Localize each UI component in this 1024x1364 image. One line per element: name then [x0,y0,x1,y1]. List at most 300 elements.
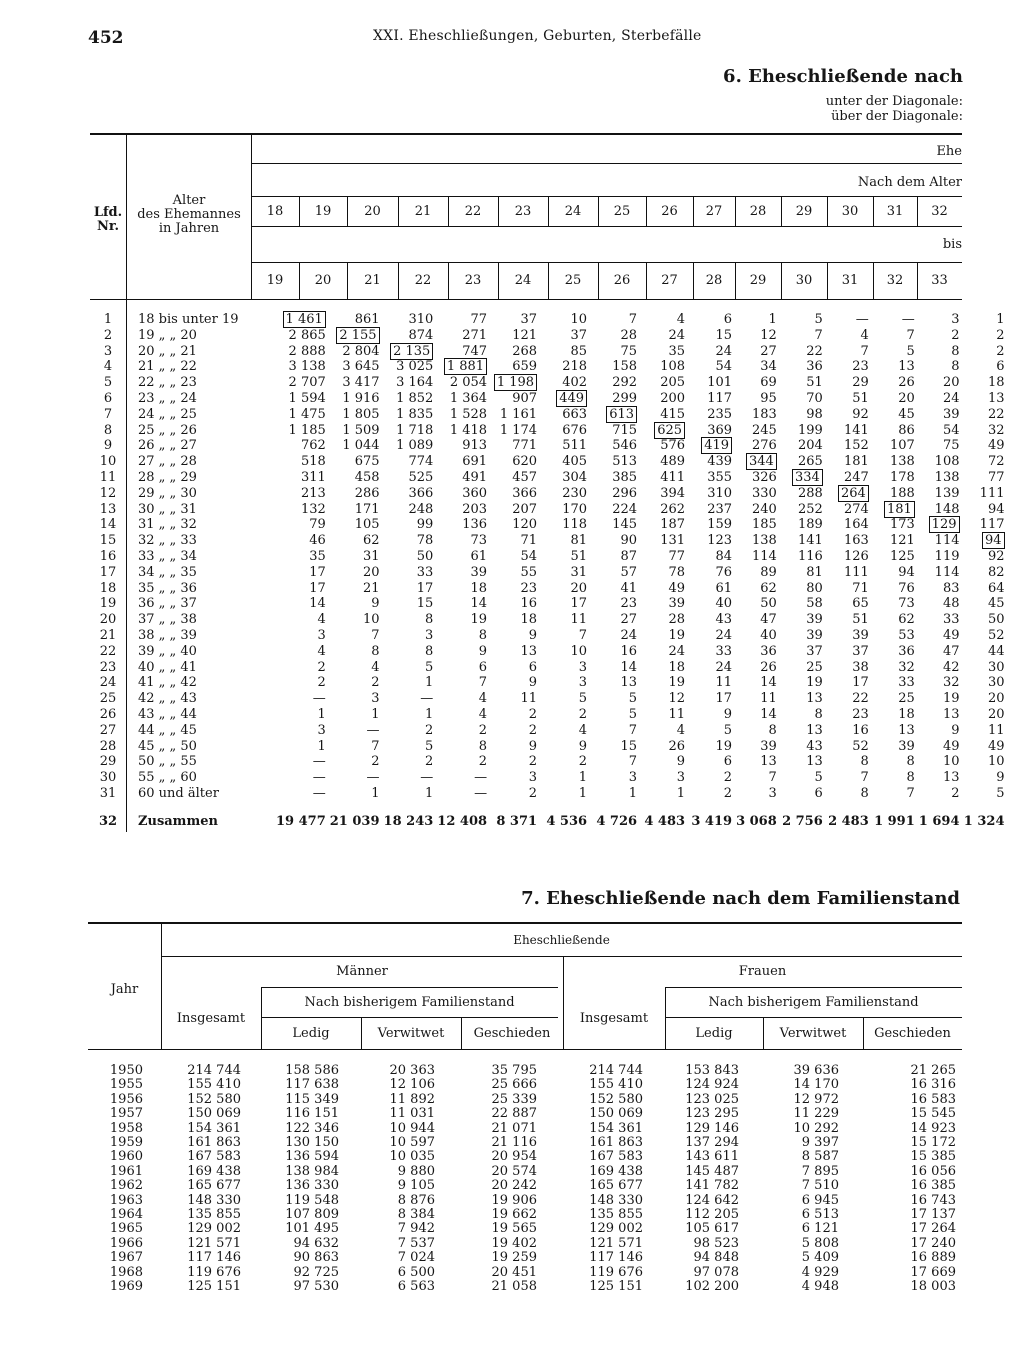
table6-cell: 1 [317,706,326,722]
table6-cell: 33 [898,675,915,691]
table6-cell: 2 [996,327,1005,343]
table6-cell: 7 [628,722,638,738]
table7-rule [261,987,558,988]
table7-cell: 7 024 [397,1250,435,1266]
table6-cell: 1 089 [396,438,434,454]
table6-cell: 105 [354,517,380,533]
table6-cell: 62 [362,533,380,549]
table7-cell: 119 676 [589,1264,643,1280]
table6-col-divider [781,263,782,300]
table6-cell [919,517,964,533]
row-number: 4 [103,359,113,375]
table6-cell: 310 [408,312,434,327]
table6-cell: 2 [371,675,380,691]
row-number: 13 [99,501,117,517]
table7-cell: 16 889 [910,1250,956,1266]
table6-cell: 1 044 [342,438,380,454]
table6-cell: 7 [578,627,588,643]
table6-cell: 24 [942,390,960,406]
table6-cell: 299 [612,390,638,406]
table7-cell: 117 146 [187,1250,241,1266]
table7-cell: 136 330 [285,1178,339,1194]
table6-cell: 6 [814,785,823,801]
table6-cell: 11 [715,675,733,691]
table6-cell: 107 [889,438,915,454]
table6-cell: 7 [860,770,869,786]
row-number: 1 [103,312,113,327]
table6-row [90,517,1009,533]
row-number: 18 [99,580,117,596]
table6-cell: 19 [668,675,686,691]
table6-cell: 119 [934,548,960,564]
table7-rule [665,987,962,988]
table7-cell: 4 948 [801,1279,839,1295]
row-number: 26 [99,706,117,722]
table6-cell: 6 [478,659,488,675]
table6-head-nach-alter: Nach dem Alter [857,175,962,190]
table6-cell: 913 [462,438,488,454]
table6-cell: 3 [628,770,638,786]
table6-cell: 13 [942,706,960,722]
table6-row [90,723,1009,739]
table6-cell: 76 [715,564,733,580]
table7-cell: 152 580 [187,1091,241,1107]
table6-cell: 3 [528,770,538,786]
table7-head-geschieden-m: Geschieden [473,1026,551,1041]
table6-cell: 33 [715,643,733,659]
table6-row [90,628,1009,644]
table6-cell: 80 [806,580,823,596]
row-number: 31 [99,785,117,801]
table6-cell: 907 [512,390,538,406]
table6-cell: 3 [578,659,588,675]
table7-cell: 115 349 [285,1091,339,1107]
table6-cell: 1 991 [874,813,915,829]
table6-col-from: 19 [314,204,332,219]
table6-cell: 39 [668,596,686,612]
table6-cell: 5 [814,312,823,327]
table6-cell: 3 417 [342,375,380,391]
table6-cell: 6 [723,754,733,770]
row-number: 3 [103,343,113,359]
table6-cell: 170 [562,501,588,517]
table6-rule [251,163,962,164]
table6-cell: 513 [612,454,638,470]
table7-head-insgesamt-m: Insgesamt [176,1011,246,1026]
table7-row [88,1064,962,1078]
table7-cell: 17 669 [910,1264,956,1280]
diagonal-value: 419 [701,437,732,454]
table6-col-divider [347,197,348,227]
table6-cell: — [366,770,380,786]
table7-cell: 165 677 [187,1178,241,1194]
table7-row [88,1222,962,1236]
table6-cell: 457 [512,469,538,485]
age-group: 42 „ „ 43 [138,691,197,707]
table6-cell: 405 [562,454,588,470]
table6-cell: 62 [760,580,777,596]
year: 1964 [109,1207,143,1223]
table6-cell: 37 [520,312,538,327]
table7-cell: 116 151 [285,1106,339,1122]
table6-cell: 310 [707,485,733,501]
table6-cell: 771 [512,438,538,454]
table6-col-divider [781,197,782,227]
table6-cell: 26 [898,375,915,391]
table6-cell: 5 [723,722,733,738]
table6-cell: 4 [478,706,488,722]
table6-row [90,423,1009,439]
table6-cell: 1 161 [499,406,538,422]
table6-cell: 45 [987,596,1005,612]
table7-cell: 154 361 [187,1120,241,1136]
table7-rule [161,956,962,957]
table6-cell: 4 [371,659,380,675]
table6-col-divider [827,263,828,300]
table6-cell: 774 [408,454,434,470]
table6-row [90,344,1009,360]
table6-cell: 2 [723,785,733,801]
row-number: 10 [99,454,117,470]
table6-cell: 18 [520,612,538,628]
table6-cell: 52 [987,627,1005,643]
table6-col-to: 31 [841,273,859,288]
table6-row [90,675,1009,691]
table6-cell: 138 [751,533,777,549]
table6-row [90,391,1009,407]
age-group: 37 „ „ 38 [138,612,197,628]
table6-cell: 183 [751,406,777,422]
table6-cell: — [420,770,434,786]
table6-cell: 10 [570,312,588,327]
table6-cell: 39 [898,738,915,754]
table7-cell: 20 363 [389,1063,435,1078]
table7-cell: 12 106 [389,1077,435,1093]
table6-cell: 125 [889,548,915,564]
table6-cell [827,486,873,502]
table6-cell: 10 [570,643,588,659]
table7-cell: 20 451 [491,1264,537,1280]
table6-cell: 8 [478,627,488,643]
table6-cell: 49 [942,627,960,643]
diagonal-value: 1 461 [283,311,326,328]
year: 1955 [109,1077,143,1093]
table6-cell: 12 [668,691,686,707]
table6-cell: 29 [852,375,869,391]
year: 1960 [109,1149,143,1165]
table6-col-divider [735,197,736,227]
table7-cell: 10 944 [389,1120,435,1136]
table6-cell: 40 [715,596,733,612]
table6-cell: 51 [852,612,869,628]
table6-cell: 46 [309,533,326,549]
table7-cell: 10 035 [389,1149,435,1165]
table6-cell: 37 [852,643,869,659]
table6-cell: 73 [470,533,488,549]
table6-cell: 394 [660,485,686,501]
table7-cell: 158 586 [285,1063,339,1078]
row-number: 23 [99,659,117,675]
age-group: 21 „ „ 22 [138,359,197,375]
table6-col-from: 29 [795,204,813,219]
table7-cell: 138 984 [285,1163,339,1179]
table7-cell: 16 385 [910,1178,956,1194]
table6-cell: 13 [898,359,915,375]
table7-row [88,1136,962,1150]
table7-cell: 10 597 [389,1135,435,1151]
table7-cell: 141 782 [685,1178,739,1194]
table7-cell: 122 346 [285,1120,339,1136]
table6-col-to: 32 [886,273,904,288]
table6-cell: 3 025 [396,359,434,375]
table7-cell: 25 666 [491,1077,537,1093]
table6-cell: 1 [628,785,638,801]
table7-cell: 130 150 [285,1135,339,1151]
table6-cell: 49 [987,738,1005,754]
table6-cell: 8 [951,343,960,359]
table6-col-from: 18 [266,204,284,219]
diagonal-value: 449 [556,390,587,407]
table7-cell: 19 259 [491,1250,537,1266]
table7-cell: 105 617 [685,1221,739,1237]
table6-cell: 123 [707,533,733,549]
table7-cell: 117 638 [285,1077,339,1093]
table6-row [90,533,1009,549]
diagonal-value: 1 198 [494,374,537,391]
table6-cell: 187 [660,517,686,533]
table6-cell: 2 865 [288,327,326,343]
table6-cell: 81 [570,533,588,549]
table6-cell: 20 [942,375,960,391]
table6-cell: 178 [889,469,915,485]
table6-cell: 108 [934,454,960,470]
table6-cell: 4 [860,327,869,343]
table6-col-divider [548,197,549,227]
table6-cell: 326 [751,469,777,485]
table6-cell: 6 [528,659,538,675]
table6-cell: 41 [620,580,638,596]
table7-cell: 15 385 [910,1149,956,1165]
table6-cell: 24 [620,627,638,643]
table7-cell: 11 892 [389,1091,435,1107]
table6-cell: 5 [425,659,434,675]
table6-cell: 32 [987,422,1005,438]
row-number: 17 [99,564,117,580]
table6-cell: 33 [942,612,960,628]
table6-row [90,691,1009,707]
table7-cell: 18 003 [910,1279,956,1295]
table6-cell: 7 [628,312,638,327]
table6-cell: 71 [520,533,538,549]
table6-cell: 14 [470,596,488,612]
table6-cell: 2 [317,675,326,691]
row-number: 25 [99,691,117,707]
table6-cell: 1 [425,706,434,722]
table6-col-divider [598,197,599,227]
table6-cell: 7 [768,770,777,786]
table6-cell: 204 [797,438,823,454]
table7-cell: 11 229 [793,1106,839,1122]
table6-cell: 181 [843,454,869,470]
table6-cell: 17 [852,675,869,691]
table6-col-divider [548,263,549,300]
table6-head-ehe: Ehe [936,144,962,159]
table7-cell: 214 744 [589,1063,643,1078]
table7-row [88,1107,962,1121]
table6-cell: 2 756 [782,813,823,829]
table6-cell: 173 [889,517,915,533]
table6-cell: 8 [906,754,915,770]
table6-cell: 47 [942,643,960,659]
year: 1967 [109,1250,143,1266]
table6-cell: 18 243 [383,813,434,829]
table6-cell: 1 [676,785,686,801]
table6-cell: 49 [942,738,960,754]
year: 1957 [109,1106,143,1122]
table6-cell: 48 [942,596,960,612]
table7-head-insgesamt-f: Insgesamt [579,1011,649,1026]
table6-top-rule [90,133,962,135]
table6-cell: 92 [852,406,869,422]
table6-rule [251,262,962,263]
year: 1961 [109,1163,143,1179]
table7-cell: 119 676 [187,1264,241,1280]
table6-cell: 23 [852,359,869,375]
table6-cell: 20 [362,564,380,580]
age-group: 44 „ „ 45 [138,722,197,738]
table7-cell: 137 294 [685,1135,739,1151]
table6-cell: 62 [898,612,915,628]
table7-cell: 7 510 [801,1178,839,1194]
table7-cell: 135 855 [187,1207,241,1223]
row-number: 30 [99,770,117,786]
age-group: 33 „ „ 34 [138,548,197,564]
table7-cell: 4 929 [801,1264,839,1280]
table6-row [90,549,1009,565]
table6-cell: 22 [852,691,869,707]
table6-cell: 1 835 [396,406,434,422]
table6-col-from: 28 [749,204,767,219]
table7-head-jahr: Jahr [110,982,139,997]
table6-cell [736,454,781,470]
table6-col-to: 20 [314,273,332,288]
table6-cell: 286 [354,485,380,501]
table6-head-lfd: Lfd. [93,205,123,220]
table6-cell: 99 [416,517,434,533]
table6-row [90,596,1009,612]
table6-cell: 415 [660,406,686,422]
table6-col-to: 22 [414,273,432,288]
table6-cell: 2 [478,754,488,770]
table6-cell: 117 [707,390,733,406]
table6-cell: 17 [416,580,434,596]
table6-cell: 15 [620,738,638,754]
table6-col-from: 22 [464,204,482,219]
table6-cell: 69 [760,375,777,391]
age-group: 30 „ „ 31 [138,501,197,517]
age-group: 40 „ „ 41 [138,659,197,675]
age-group: 22 „ „ 23 [138,375,197,391]
table6-cell: 247 [843,469,869,485]
table6-col-divider [646,263,647,300]
table6-cell: 271 [462,327,488,343]
table7-cell: 169 438 [187,1163,241,1179]
table7-cell: 8 876 [397,1192,435,1208]
table6-col-divider [347,263,348,300]
table6-cell: 252 [797,501,823,517]
table6-cell: 65 [852,596,869,612]
diagonal-value: 181 [884,501,915,518]
table6-cell: 81 [806,564,823,580]
table6-cell: 32 [898,659,915,675]
table7-cell: 135 855 [589,1207,643,1223]
table6-row [90,644,1009,660]
table6-col-divider [398,263,399,300]
table6-row [90,770,1009,786]
table6-cell: 12 408 [437,813,488,829]
table7-cell: 119 548 [285,1192,339,1208]
table6-cell: 747 [462,343,488,359]
table7 [88,1064,962,1295]
table6-cell: 9 [951,722,960,738]
table6 [90,312,1009,830]
table6-cell: 79 [309,517,326,533]
table6-cell: 18 [898,706,915,722]
table6-cell: 1 694 [918,813,960,829]
table6-cell: 268 [512,343,538,359]
table6-cell: 136 [462,517,488,533]
table6-cell: 19 [942,691,960,707]
table7-head-nach-bisherigem-m: Nach bisherigem Familienstand [304,995,515,1010]
table6-cell: 715 [612,422,638,438]
table7-rule [261,1017,558,1018]
table6-cell: 145 [612,517,638,533]
table6-cell: 1 916 [342,390,380,406]
table6-col-to: 28 [705,273,723,288]
table6-cell: 1 509 [342,422,380,438]
table6-cell: 2 888 [288,343,326,359]
age-group: 55 „ „ 60 [138,770,197,786]
table6-cell: 224 [612,501,638,517]
table6-cell: — [855,312,869,327]
table6-row [90,581,1009,597]
year: 1968 [109,1264,143,1280]
table6-cell: 2 [371,754,380,770]
table6-cell: 19 [470,612,488,628]
table6-cell: 4 [478,691,488,707]
table6-cell: 491 [462,469,488,485]
table7-cell: 154 361 [589,1120,643,1136]
table6-cell: 2 [528,754,538,770]
table6-cell: 3 419 [691,813,733,829]
table6-cell: 85 [570,343,588,359]
row-number: 22 [99,643,117,659]
table7-cell: 16 743 [910,1192,956,1208]
table7-cell: 129 002 [589,1221,643,1237]
table7-cell: 11 031 [389,1106,435,1122]
table6-cell [437,359,491,375]
table7-cell: 9 105 [397,1178,435,1194]
table6-cell: 8 [860,754,869,770]
table7-cell: 7 942 [397,1221,435,1237]
table7-cell: 155 410 [589,1077,643,1093]
table6-cell: 411 [660,469,686,485]
table6-row [90,754,1009,770]
table6-cell: 8 [951,359,960,375]
table7-cell: 152 580 [589,1091,643,1107]
table7-cell: 121 571 [589,1235,643,1251]
table6-cell: 663 [562,406,588,422]
